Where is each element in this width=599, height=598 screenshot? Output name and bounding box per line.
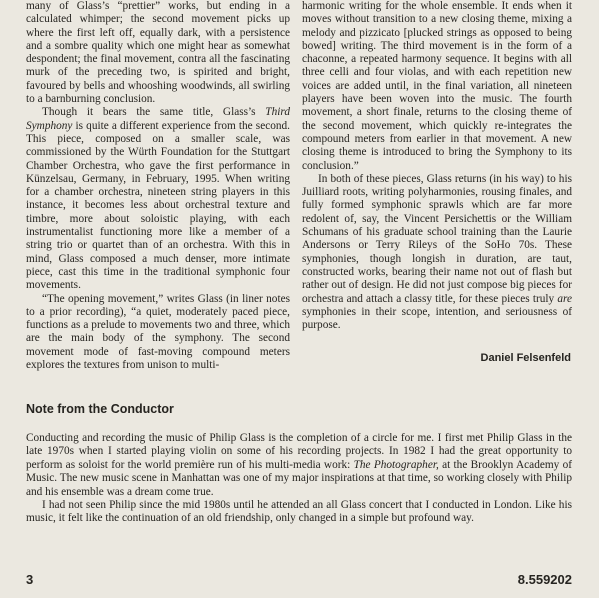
page-number: 3 [26, 572, 34, 587]
essay-text: Though it bears the same title, Glass’s [42, 106, 266, 119]
essay-text: is quite a different experience from the second. This piece, composed on a smaller scale, was commissioned by the Würth Foundation for the Stuttgart Chamber Orchestra, who gave the first performance in Künzelsau, Germany, in February, 1995. When writing for a chamber orchestra, nineteen string players in this instance, it becomes less about orchestral texture and timbre, more about soloistic playing, with each instrumentalist functioning more like a member of a string trio or quartet than of an orchestra. With this in mind, Glass composed a much denser, more intimate piece, cast this time in the traditional symphonic four movements. [26, 119, 290, 292]
note-paragraph [26, 432, 572, 499]
essay-paragraph: harmonic writing for the whole ensemble. It ends when it moves without transition to a new closing theme, mixing a melody and pizzicato [plucked strings as opposed to being bowed] writing. The third movement is in the form of a chaconne, a repeated harmony sequence. It begins with all three celli and four violas, and with each repetition new voices are added until, in the final variation, all nineteen players have been woven into the music. The fourth movement, a short finale, returns to the closing theme of the second movement, which quickly re-integrates the compound meters from earlier in that movement. A new closing theme is introduced to bring the Symphony to its conclusion.” [302, 0, 572, 172]
essay-left-column [26, 0, 290, 372]
catalogue-number: 8.559202 [517, 572, 572, 587]
work-title: Third Symphony [26, 106, 290, 132]
note-text: Conducting and recording the music of Philip Glass is the completion of a circle for me. I first met Philip Glass in the late 1970s when I started playing violin on some of his recording projects. In 1982 I had the great opportunity to perform as soloist for the world première run of his multi-media work: [26, 432, 572, 471]
essay-paragraph [26, 106, 290, 292]
note-paragraph: I had not seen Philip since the mid 1980s until he attended an all Glass concert that I conducted in London. Like his music, it felt like the continuation of an old friendship, only changed in a simple but profound way. [26, 499, 572, 525]
essay-text: In both of these pieces, Glass returns (in his way) to his Juilliard roots, writing polyharmonies, rousing finales, and fully formed symphonic sprawls which are far more redolent of, say, the Vincent Persichettis or the William Schumans of his graduate school training than the Laurie Andersons or Terry Rileys of the SoHo 70s. These symphonies, though longish in duration, are taut, constructed works, bearing their name not out of flash but rather out of design. He did not just compose big pieces for orchestra and attach a classy title, for these pieces truly [302, 172, 572, 305]
section-heading: Note from the Conductor [26, 402, 174, 416]
author-signature: Daniel Felsenfeld [480, 352, 571, 364]
note-text: at the Brooklyn Academy of Music. The new music scene in Manhattan was one of my major inspirations at that time, so working closely with Philip and his ensemble was a dream come true. [26, 458, 572, 498]
essay-paragraph: many of Glass’s “prettier” works, but ending in a calculated whimper; the second movement picks up where the first left off, equally dark, with a persistence and a sombre quality which one might hear as somewhat despondent; the final movement, contra all the fascinating murk of the preceding two, is spirited and bright, favoured by bells and whooshing woodwinds, all swirling to a barnburning conclusion. [26, 0, 290, 106]
essay-paragraph [302, 173, 572, 333]
emphasis: are [557, 292, 572, 305]
essay-right-column [302, 0, 572, 332]
work-title: The Photographer, [353, 458, 439, 471]
essay-paragraph: “The opening movement,” writes Glass (in liner notes to a prior recording), “a quiet, moderately paced piece, functions as a prelude to movements two and three, which are the main body of the symphony. The second movement mode of fast-moving compound meters explores the textures from unison to multi- [26, 292, 290, 372]
conductor-note-body [26, 432, 572, 526]
essay-text: symphonies in their scope, intention, and seriousness of purpose. [302, 305, 572, 332]
